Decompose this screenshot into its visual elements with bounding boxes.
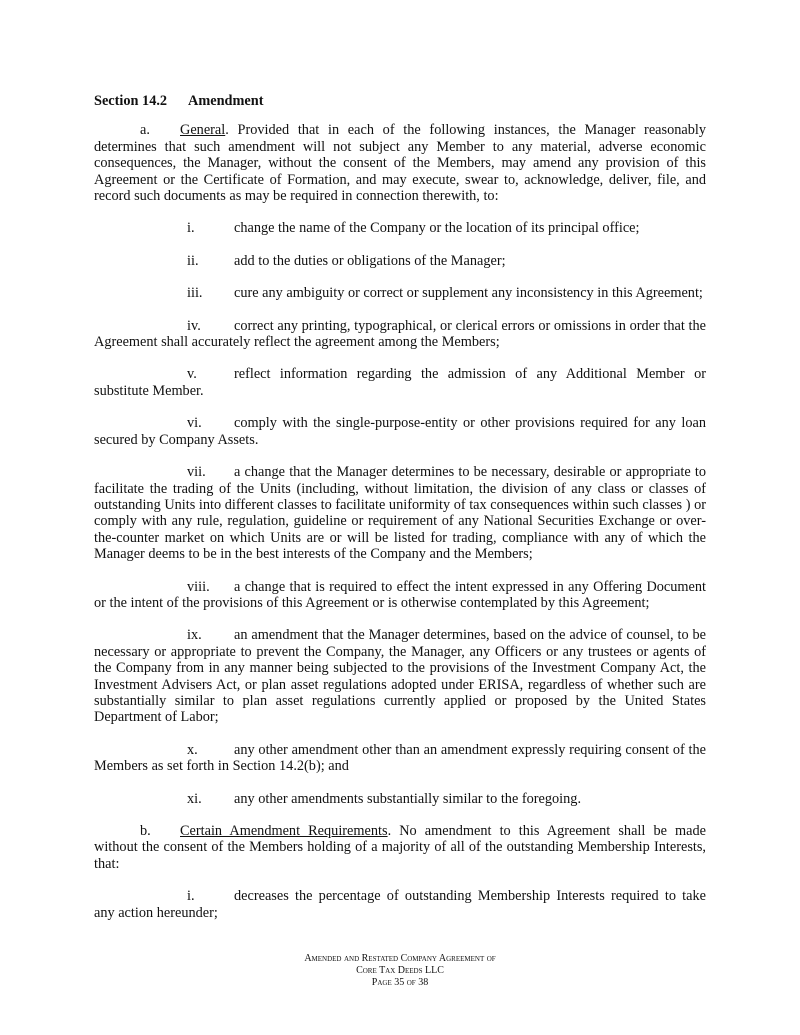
section-title: Amendment (188, 93, 264, 109)
item-text: add to the duties or obligations of the Manager; (234, 252, 506, 269)
item-marker: viii. (187, 578, 210, 595)
item-text: comply with the single-purpose-entity or other provisions required for any loan secured by Company Assets. (94, 415, 706, 448)
item-marker: x. (187, 741, 198, 758)
list-item-general-iii (94, 285, 706, 301)
list-item-general-ix (94, 627, 706, 725)
section-number: Section 14.2 (94, 93, 168, 109)
item-text: cure any ambiguity or correct or supplement any inconsistency in this Agreement; (234, 285, 703, 302)
item-marker: ix. (187, 627, 202, 644)
item-marker: vii. (187, 464, 206, 481)
list-item-general-vii (94, 464, 706, 562)
list-item-general-ii (94, 253, 706, 269)
paragraph-marker: b. (140, 823, 151, 839)
section-heading (94, 93, 706, 109)
list-item-general-v (94, 366, 706, 399)
list-item-general-i (94, 220, 706, 236)
paragraph-general (94, 122, 706, 204)
footer-page-number: Page 35 of 38 (371, 977, 429, 988)
paragraph-title: General (180, 122, 226, 139)
list-item-general-vi (94, 415, 706, 448)
list-item-general-xi (94, 791, 706, 807)
item-text: any other amendments substantially similar to the foregoing. (234, 790, 582, 807)
item-marker: iii. (187, 285, 203, 302)
item-text: an amendment that the Manager determines, based on the advice of counsel, to be necessary or appropriate to prevent the Company, the Manager, any Officers or any trustees or agents of the Company from in any manner being subjected to the provisions of the Investment Company Act, the Investment Advisers Act, or plan asset regulations adopted under ERISA, regardless of whether such are substantially similar to plan asset regulations currently applied or proposed by the United States Department of Labor; (94, 627, 706, 726)
item-text: decreases the percentage of outstanding Membership Interests required to take any action hereunder; (94, 888, 706, 921)
list-item-requirements-i (94, 888, 706, 921)
page-footer (0, 953, 800, 989)
item-text: change the name of the Company or the location of its principal office; (234, 220, 640, 237)
paragraph-text: . No amendment to this Agreement shall be made without the consent of the Members holding of a majority of all of the outstanding Membership Interests, that: (94, 823, 706, 872)
paragraph-requirements (94, 823, 706, 872)
item-text: a change that is required to effect the intent expressed in any Offering Document or the intent of the provisions of this Agreement or is otherwise contemplated by this Agreement; (94, 578, 706, 611)
list-item-general-x (94, 742, 706, 775)
item-marker: i. (187, 220, 195, 237)
list-item-general-viii (94, 579, 706, 612)
footer-document-title: Amended and Restated Company Agreement of (304, 953, 496, 964)
item-text: reflect information regarding the admission of any Additional Member or substitute Member. (94, 366, 706, 399)
paragraph-marker: a. (140, 122, 150, 139)
item-marker: vi. (187, 415, 202, 432)
footer-company-name: Core Tax Deeds LLC (356, 965, 444, 976)
list-item-general-iv (94, 318, 706, 351)
paragraph-title: Certain Amendment Requirements (180, 823, 388, 839)
item-text: a change that the Manager determines to be necessary, desirable or appropriate to facilitate the trading of the Units (including, without limitation, the division of any class or classes of outstanding Units into different classes to facilitate uniformity of tax consequences within such classes ) or comply with any rule, regulation, guideline or requirement of any National Securities Exchange or over-the-counter market on which Units are or will be listed for trading, compliance with any of which the Manager deems to be in the best interests of the Company and the Members; (94, 464, 706, 563)
item-marker: ii. (187, 252, 199, 269)
paragraph-text: . Provided that in each of the following instances, the Manager reasonably determines that such amendment will not subject any Member to any material, adverse economic consequences, the Manager, without the consent of the Members, may amend any provision of this Agreement or the Certificate of Formation, and may execute, swear to, acknowledge, deliver, file, and record such documents as may be required in connection therewith, to: (94, 122, 706, 205)
item-marker: v. (187, 366, 197, 383)
item-text: correct any printing, typographical, or clerical errors or omissions in order that the Agreement shall accurately reflect the agreement among the Members; (94, 317, 706, 351)
item-marker: i. (187, 888, 195, 905)
item-text: any other amendment other than an amendment expressly requiring consent of the Members as set forth in Section 14.2(b); and (94, 741, 706, 775)
item-marker: xi. (187, 790, 202, 807)
item-marker: iv. (187, 317, 201, 334)
